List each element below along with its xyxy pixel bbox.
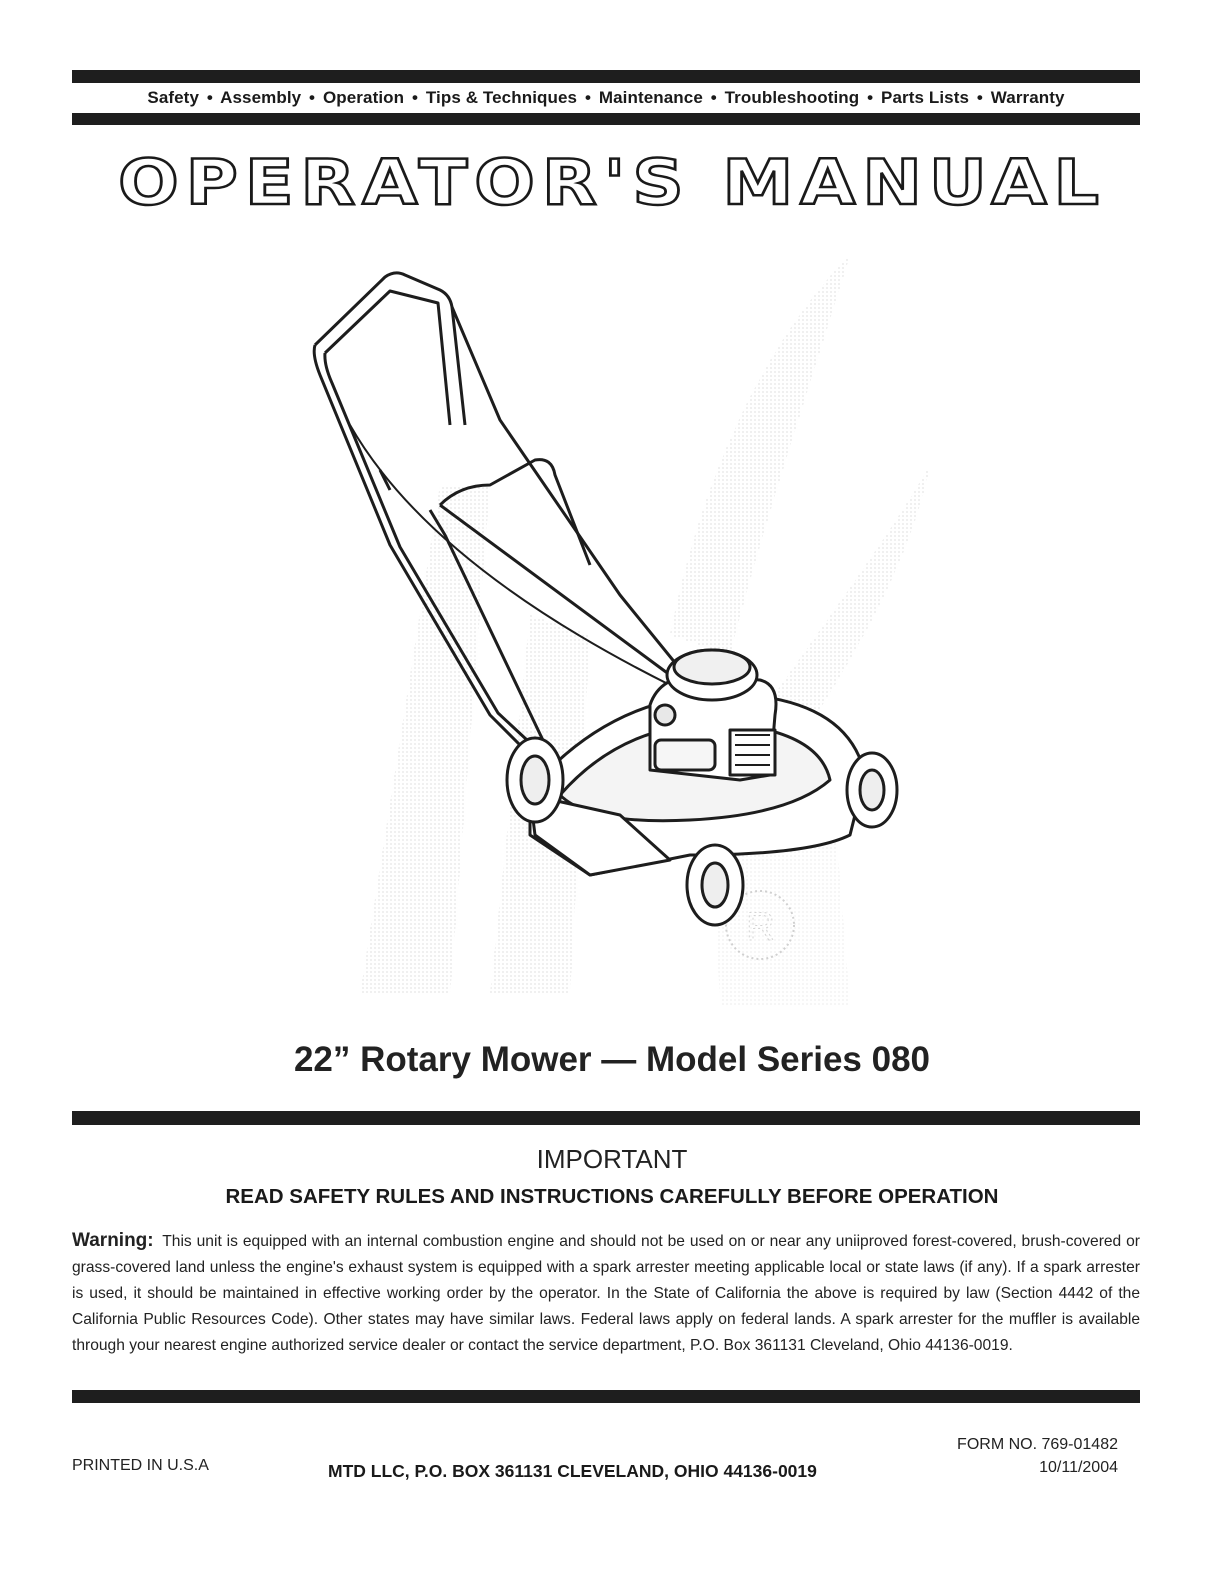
separator: • bbox=[206, 88, 213, 107]
section-item: Troubleshooting bbox=[724, 88, 860, 107]
watermark-registered-letter: R bbox=[746, 905, 775, 949]
section-item: Maintenance bbox=[598, 88, 703, 107]
page-title: OPERATOR'S MANUAL bbox=[118, 146, 1106, 219]
separator: • bbox=[867, 88, 874, 107]
section-item: Operation bbox=[322, 88, 405, 107]
warning-paragraph bbox=[72, 1228, 1140, 1359]
separator: • bbox=[411, 88, 419, 107]
mower-engine bbox=[650, 650, 776, 780]
model-title: 22” Rotary Mower — Model Series 080 bbox=[293, 1040, 931, 1079]
bottom-rule bbox=[72, 1390, 1140, 1403]
top-rule-1 bbox=[72, 70, 1140, 83]
mower-illustration bbox=[290, 235, 950, 1005]
section-item: Safety bbox=[147, 88, 199, 107]
separator: • bbox=[309, 88, 316, 107]
form-info bbox=[957, 1433, 1118, 1479]
important-heading: IMPORTANT bbox=[536, 1144, 688, 1174]
section-item: Parts Lists bbox=[881, 88, 970, 107]
printed-in: PRINTED IN U.S.A bbox=[72, 1457, 209, 1474]
section-item: Warranty bbox=[990, 88, 1065, 107]
separator: • bbox=[976, 88, 983, 107]
company-address: MTD LLC, P.O. BOX 361131 CLEVELAND, OHIO 44136-0019 bbox=[328, 1461, 817, 1481]
section-item: Tips & Techniques bbox=[425, 88, 578, 107]
top-rule-2 bbox=[72, 113, 1140, 125]
separator: • bbox=[584, 88, 591, 107]
warning-label: Warning: bbox=[72, 1230, 154, 1251]
section-item: Assembly bbox=[220, 88, 302, 107]
safety-subheading: READ SAFETY RULES AND INSTRUCTIONS CAREFULLY BEFORE OPERATION bbox=[225, 1185, 999, 1208]
mower-handle bbox=[314, 273, 685, 775]
form-number: FORM NO. 769-01482 bbox=[957, 1436, 1118, 1453]
warning-text: This unit is equipped with an internal combustion engine and should not be used on or near any uniiproved forest-covered, brush-covered or grass-covered land unless the engine's exhaust system is equipped with a spark arrester meeting applicable local or state laws (if any). If a spark arrester is used, it should be maintained in effective working order by the operator. In the State of California the above is required by law (Section 4442 of the California Public Resources Code). Other states may have similar laws. Federal laws apply on federal lands. A spark arrester for the muffler is available through your nearest engine authorized service dealer or contact the service department, P.O. Box 361131 Cleveland, Ohio 44136-0019. bbox=[72, 1233, 1141, 1354]
middle-rule bbox=[72, 1111, 1140, 1125]
separator: • bbox=[710, 88, 717, 107]
form-date: 10/11/2004 bbox=[1039, 1459, 1118, 1476]
section-list bbox=[72, 86, 1140, 110]
